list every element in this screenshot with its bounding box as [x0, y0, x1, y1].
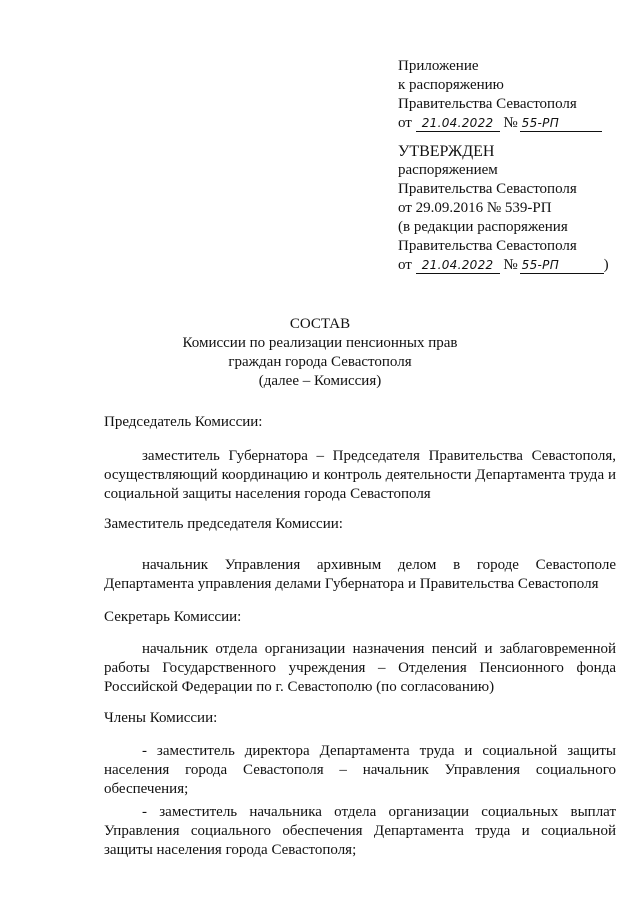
title-line-1: СОСТАВ [289, 316, 351, 332]
member-item: - заместитель начальника отдела организации социальных выплат Управления социального обеспечения Департамента труда и социальной защиты населения города Севастополя; [104, 804, 616, 858]
approved-title: УТВЕРЖДЕН [398, 143, 495, 160]
approved-header [398, 142, 628, 275]
appendix-line-1: Приложение [398, 58, 479, 74]
approved-number-handwritten: 55-РП [520, 258, 604, 274]
document-title [0, 315, 640, 391]
approved-line-4: (в редакции распоряжения [398, 219, 568, 235]
deputy-description [104, 556, 616, 594]
approved-number-label: № [503, 257, 518, 273]
appendix-line-2: к распоряжению [398, 77, 504, 93]
title-line-3: граждан города Севастополя [228, 354, 412, 370]
title-line-2: Комиссии по реализации пенсионных прав [182, 335, 458, 351]
approved-line-1: распоряжением [398, 162, 498, 178]
deputy-text: начальник Управления архивным делом в городе Севастополе Департамента управления делами Губернатора и Правительства Севастополя [104, 557, 616, 592]
member-item: - заместитель директора Департамента труда и социальной защиты населения города Севастополя – начальник Управления социального обеспечения; [104, 743, 616, 797]
appendix-number-label: № [503, 115, 518, 131]
approved-date-number-line [398, 256, 628, 275]
approved-ot-label: от [398, 257, 412, 273]
appendix-date-handwritten: 21.04.2022 [416, 116, 500, 132]
members-list [104, 742, 616, 864]
chair-description [104, 447, 616, 504]
secretary-description [104, 640, 616, 697]
approved-close-paren: ) [603, 257, 609, 273]
approved-line-3: от 29.09.2016 № 539-РП [398, 200, 552, 216]
chair-text: заместитель Губернатора – Председателя Правительства Севастополя, осуществляющий координацию и контроль деятельности Департамента труда и социальной защиты населения города Севастополя [104, 448, 616, 502]
members-heading: Члены Комиссии: [104, 710, 218, 726]
approved-line-2: Правительства Севастополя [398, 181, 577, 197]
deputy-heading: Заместитель председателя Комиссии: [104, 516, 343, 532]
chair-heading: Председатель Комиссии: [104, 414, 263, 430]
appendix-date-number-line [398, 114, 628, 133]
secretary-text: начальник отдела организации назначения пенсий и заблаговременной работы Государственного учреждения – Отделения Пенсионного фонда Российской Федерации по г. Севастополю (по согласованию) [104, 641, 616, 695]
appendix-line-3: Правительства Севастополя [398, 96, 577, 112]
secretary-heading: Секретарь Комиссии: [104, 609, 242, 625]
appendix-number-handwritten: 55-РП [520, 116, 602, 132]
appendix-ot-label: от [398, 115, 412, 131]
title-line-4: (далее – Комиссия) [258, 373, 382, 389]
approved-date-handwritten: 21.04.2022 [416, 258, 500, 274]
approved-line-5: Правительства Севастополя [398, 238, 577, 254]
appendix-header [398, 57, 628, 133]
